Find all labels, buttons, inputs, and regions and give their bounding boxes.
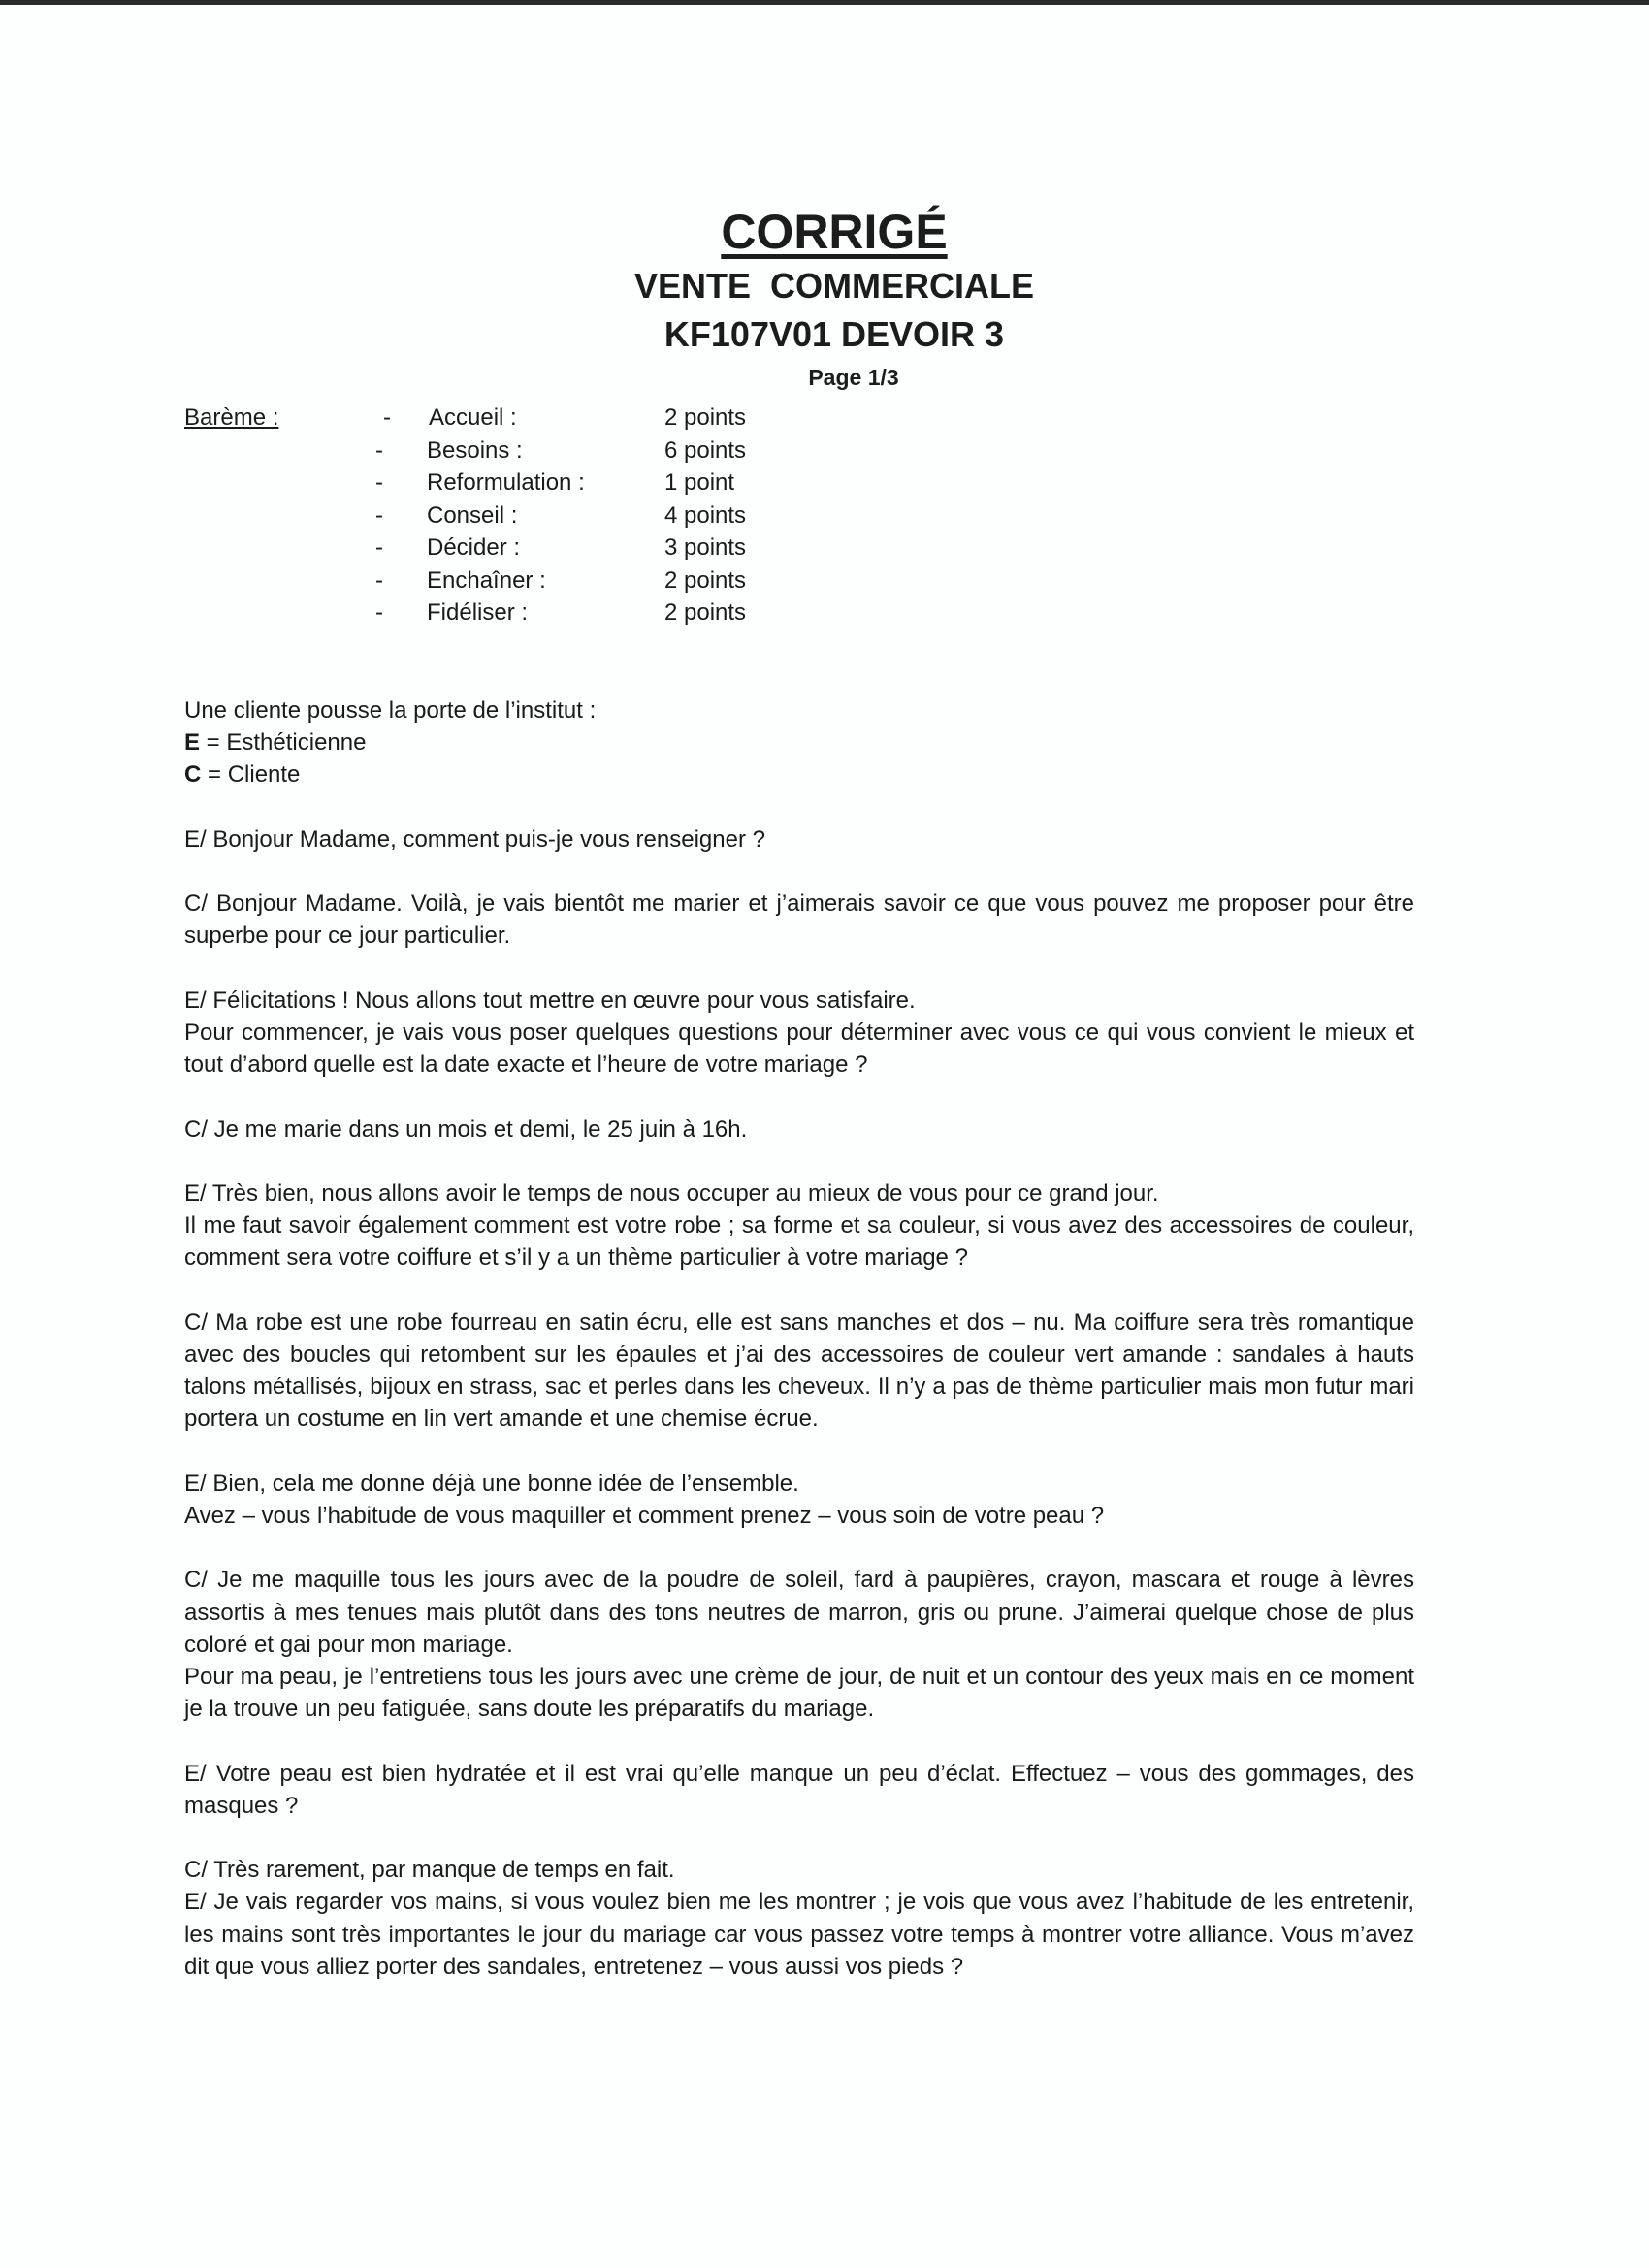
dialogue-paragraph: Pour commencer, je vais vous poser quelques questions pour déterminer avec vous ce qui vous convient le mieux et tout d’abord quelle est la date exacte et l’heure de votre mariage ? <box>184 1019 1414 1079</box>
dialogue-paragraph: C/ Très rarement, par manque de temps en fait. <box>184 1857 675 1884</box>
legend-key-e: E <box>184 729 201 757</box>
grading-dash: - <box>375 535 383 561</box>
grading-row <box>184 500 863 533</box>
dialogue-paragraph: C/ Bonjour Madame. Voilà, je vais bientôt me marier et j’aimerais savoir ce que vous pouvez me proposer pour être superbe pour ce jour particulier. <box>184 891 1414 950</box>
grading-points: 6 points <box>664 437 747 464</box>
grading-points: 1 point <box>664 470 735 496</box>
grading-criterion: Enchaîner : <box>427 567 546 594</box>
document-subtitle-course: VENTE COMMERCIALE <box>633 266 1034 306</box>
dialogue-paragraph: E/ Félicitations ! Nous allons tout mettre en œuvre pour vous satisfaire. <box>184 987 916 1014</box>
grading-dash: - <box>383 405 391 431</box>
grading-row <box>184 402 863 435</box>
grading-criterion: Accueil : <box>429 405 517 431</box>
dialogue-paragraph: Pour ma peau, je l’entretiens tous les jours avec une crème de jour, de nuit et un contour des yeux mais en ce moment je la trouve un peu fatiguée, sans doute les préparatifs du mariage. <box>184 1663 1414 1723</box>
legend-esthetician <box>184 727 1414 759</box>
grading-dash: - <box>375 437 383 464</box>
dialogue-paragraph: C/ Je me marie dans un mois et demi, le 25 juin à 16h. <box>184 1116 748 1143</box>
grading-points: 3 points <box>664 535 747 561</box>
grading-criterion: Reformulation : <box>427 470 585 496</box>
grading-row <box>184 597 863 630</box>
dialogue-paragraph: Avez – vous l’habitude de vous maquiller et comment prenez – vous soin de votre peau ? <box>184 1502 1105 1529</box>
grading-criterion: Décider : <box>427 535 521 561</box>
page-number: Page 1/3 <box>808 365 899 390</box>
document-header <box>0 202 1649 396</box>
intro-line: Une cliente pousse la porte de l’institut : <box>184 697 597 724</box>
grading-criterion: Fidéliser : <box>427 599 529 626</box>
document-title: CORRIGÉ <box>721 205 948 259</box>
grading-points: 4 points <box>664 502 747 529</box>
grading-row <box>184 565 863 598</box>
grading-points: 2 points <box>664 599 747 626</box>
grading-row <box>184 532 863 565</box>
grading-criterion: Besoins : <box>427 437 523 464</box>
legend-value-e: = Esthéticienne <box>200 729 367 757</box>
document-subtitle-code: KF107V01 DEVOIR 3 <box>663 314 1005 354</box>
legend-key-c: C <box>184 761 202 789</box>
grading-criterion: Conseil : <box>427 502 518 529</box>
grading-row <box>184 435 863 468</box>
grading-points: 2 points <box>664 405 747 431</box>
grading-scale-label: Barème : <box>184 405 279 431</box>
grading-dash: - <box>375 567 383 594</box>
dialogue-paragraph: E/ Je vais regarder vos mains, si vous voulez bien me les montrer ; je vois que vous avez l’habitude de les entretenir, les mains sont très importantes le jour du mariage car vous passez votre temps à montrer votre alliance. Vous m’avez dit que vous alliez porter des sandales, entretenez – vous aussi vos pieds ? <box>184 1889 1414 1980</box>
legend-value-c: = Cliente <box>201 761 301 789</box>
dialogue-paragraph: E/ Bien, cela me donne déjà une bonne idée de l’ensemble. <box>184 1470 799 1497</box>
grading-dash: - <box>375 502 383 529</box>
dialogue-paragraph: E/ Votre peau est bien hydratée et il est vrai qu’elle manque un peu d’éclat. Effectuez – vous des gommages, des masques ? <box>184 1760 1414 1819</box>
dialogue-paragraph: C/ Je me maquille tous les jours avec de la poudre de soleil, fard à paupières, crayon, mascara et rouge à lèvres assortis à mes tenues mais plutôt dans des tons neutres de marron, gris ou prune. J’aimerai quelque chose de plus coloré et gai pour mon mariage. <box>184 1567 1414 1658</box>
grading-dash: - <box>375 470 383 496</box>
dialogue-paragraph: C/ Ma robe est une robe fourreau en satin écru, elle est sans manches et dos – nu. Ma coiffure sera très romantique avec des boucles qui retombent sur les épaules et j’ai des accessoires de couleur vert amande : sandales à hauts talons métallisés, bijoux en strass, sac et perles dans les cheveux. Il n’y a pas de thème particulier mais mon futur mari portera un costume en lin vert amande et une chemise écrue. <box>184 1309 1414 1433</box>
grading-scale <box>184 402 863 630</box>
document-body <box>184 695 1414 2015</box>
dialogue-paragraph: E/ Bonjour Madame, comment puis-je vous renseigner ? <box>184 826 765 853</box>
legend-client <box>184 759 1414 791</box>
grading-row <box>184 467 863 500</box>
grading-points: 2 points <box>664 567 747 594</box>
dialogue-paragraph: Il me faut savoir également comment est votre robe ; sa forme et sa couleur, si vous avez des accessoires de couleur, comment sera votre coiffure et s’il y a un thème particulier à votre mariage ? <box>184 1213 1414 1272</box>
grading-dash: - <box>375 599 383 626</box>
dialogue-paragraph: E/ Très bien, nous allons avoir le temps de nous occuper au mieux de vous pour ce grand jour. <box>184 1180 1159 1207</box>
